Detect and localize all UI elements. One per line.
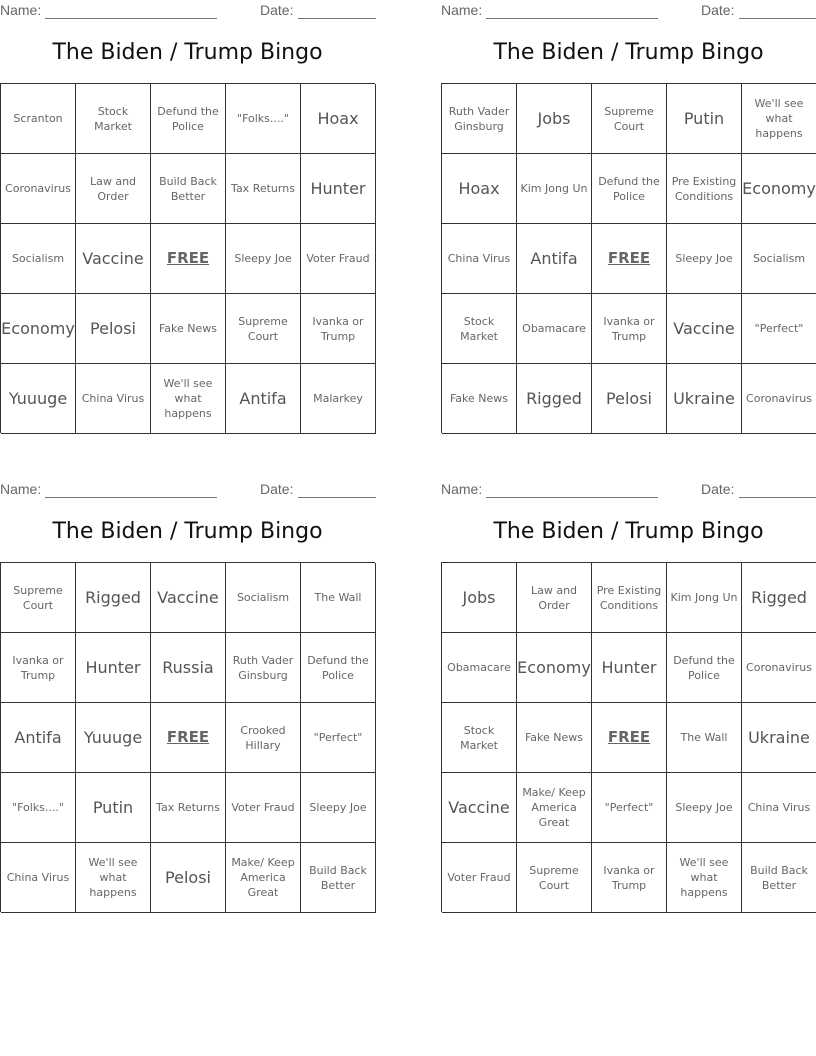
bingo-cell: Ivanka or Trump [1, 633, 76, 703]
bingo-cell: Build Back Better [742, 843, 816, 913]
bingo-cell: Supreme Court [226, 294, 301, 364]
card-title: The Biden / Trump Bingo [52, 519, 323, 544]
bingo-cell: Yuuuge [76, 703, 151, 773]
bingo-cell: Economy [517, 633, 592, 703]
bingo-cell: Obamacare [442, 633, 517, 703]
bingo-cell: Supreme Court [517, 843, 592, 913]
bingo-cell: Make/ Keep America Great [517, 773, 592, 843]
bingo-cell: Hunter [592, 633, 667, 703]
bingo-cell: Economy [1, 294, 76, 364]
bingo-cell: Vaccine [667, 294, 742, 364]
bingo-cell: Build Back Better [301, 843, 376, 913]
bingo-cell: Socialism [742, 224, 816, 294]
date-label: Date: [701, 481, 735, 497]
date-line [298, 18, 376, 19]
bingo-cell: Vaccine [442, 773, 517, 843]
bingo-cell: Tax Returns [151, 773, 226, 843]
card-title: The Biden / Trump Bingo [52, 40, 323, 65]
bingo-cell: "Folks...." [226, 84, 301, 154]
bingo-cell: Coronavirus [1, 154, 76, 224]
bingo-cell: Jobs [517, 84, 592, 154]
bingo-cell: Antifa [517, 224, 592, 294]
bingo-cell: Antifa [226, 364, 301, 434]
bingo-grid [0, 562, 375, 912]
bingo-cell: Make/ Keep America Great [226, 843, 301, 913]
bingo-cell: Ivanka or Trump [301, 294, 376, 364]
bingo-cell: The Wall [301, 563, 376, 633]
bingo-grid [441, 562, 816, 912]
bingo-cell: Socialism [226, 563, 301, 633]
date-label: Date: [701, 2, 735, 18]
name-date-row [441, 481, 816, 499]
bingo-grid [441, 83, 816, 433]
bingo-cell: Pelosi [151, 843, 226, 913]
bingo-cell: Sleepy Joe [667, 224, 742, 294]
bingo-cell: Pre Existing Conditions [592, 563, 667, 633]
date-label: Date: [260, 481, 294, 497]
bingo-cell: "Perfect" [742, 294, 816, 364]
bingo-cell: Stock Market [76, 84, 151, 154]
bingo-grid [0, 83, 375, 433]
bingo-cell: Sleepy Joe [226, 224, 301, 294]
bingo-cell: Stock Market [442, 703, 517, 773]
bingo-cell: Rigged [517, 364, 592, 434]
bingo-cell: Defund the Police [592, 154, 667, 224]
bingo-cell: Supreme Court [592, 84, 667, 154]
bingo-cell: Sleepy Joe [301, 773, 376, 843]
date-label: Date: [260, 2, 294, 18]
bingo-cell: Fake News [442, 364, 517, 434]
name-line [45, 18, 217, 19]
bingo-cell: China Virus [1, 843, 76, 913]
name-label: Name: [0, 2, 42, 18]
bingo-cell: Kim Jong Un [667, 563, 742, 633]
card-title: The Biden / Trump Bingo [493, 519, 764, 544]
bingo-cell: Law and Order [517, 563, 592, 633]
bingo-cell: Yuuuge [1, 364, 76, 434]
bingo-cell: Stock Market [442, 294, 517, 364]
date-line [739, 497, 816, 498]
bingo-cell: Hunter [301, 154, 376, 224]
bingo-cell: The Wall [667, 703, 742, 773]
bingo-cell: Obamacare [517, 294, 592, 364]
bingo-cell: Hunter [76, 633, 151, 703]
bingo-cell: Ivanka or Trump [592, 294, 667, 364]
bingo-cell: China Virus [76, 364, 151, 434]
bingo-cell: We'll see what happens [151, 364, 226, 434]
bingo-cell: Law and Order [76, 154, 151, 224]
bingo-cell: Putin [76, 773, 151, 843]
bingo-cell: We'll see what happens [742, 84, 816, 154]
bingo-cell: Scranton [1, 84, 76, 154]
date-line [739, 18, 816, 19]
bingo-cell: Defund the Police [151, 84, 226, 154]
date-line [298, 497, 376, 498]
name-label: Name: [441, 481, 483, 497]
name-date-row [0, 481, 375, 499]
bingo-cell: Tax Returns [226, 154, 301, 224]
bingo-cell: China Virus [742, 773, 816, 843]
bingo-cell: Ruth Vader Ginsburg [442, 84, 517, 154]
bingo-card [0, 479, 375, 919]
bingo-cell: Ukraine [742, 703, 816, 773]
bingo-cell: Crooked Hillary [226, 703, 301, 773]
name-date-row [0, 2, 375, 20]
bingo-cell: Sleepy Joe [667, 773, 742, 843]
name-line [486, 18, 658, 19]
name-date-row [441, 2, 816, 20]
bingo-cell: Russia [151, 633, 226, 703]
bingo-cell: Voter Fraud [226, 773, 301, 843]
bingo-cell: Coronavirus [742, 633, 816, 703]
free-space-cell: FREE [592, 224, 667, 294]
bingo-cell: Kim Jong Un [517, 154, 592, 224]
card-title: The Biden / Trump Bingo [493, 40, 764, 65]
bingo-cell: China Virus [442, 224, 517, 294]
name-label: Name: [441, 2, 483, 18]
bingo-cell: Pelosi [592, 364, 667, 434]
free-space-cell: FREE [151, 703, 226, 773]
name-line [45, 497, 217, 498]
bingo-cell: Coronavirus [742, 364, 816, 434]
bingo-cell: Fake News [151, 294, 226, 364]
bingo-cell: Pelosi [76, 294, 151, 364]
bingo-cell: Vaccine [151, 563, 226, 633]
free-space-cell: FREE [592, 703, 667, 773]
bingo-cell: Ukraine [667, 364, 742, 434]
name-line [486, 497, 658, 498]
bingo-cell: Supreme Court [1, 563, 76, 633]
bingo-cell: Putin [667, 84, 742, 154]
bingo-cell: Hoax [442, 154, 517, 224]
bingo-cell: Defund the Police [301, 633, 376, 703]
bingo-cell: Hoax [301, 84, 376, 154]
bingo-cell: "Folks...." [1, 773, 76, 843]
bingo-cell: Voter Fraud [301, 224, 376, 294]
free-space-cell: FREE [151, 224, 226, 294]
bingo-cell: Vaccine [76, 224, 151, 294]
bingo-cell: Voter Fraud [442, 843, 517, 913]
bingo-card [441, 479, 816, 919]
bingo-cell: Fake News [517, 703, 592, 773]
bingo-cell: Ivanka or Trump [592, 843, 667, 913]
bingo-cell: Jobs [442, 563, 517, 633]
bingo-cell: Pre Existing Conditions [667, 154, 742, 224]
bingo-cell: Malarkey [301, 364, 376, 434]
bingo-cell: Socialism [1, 224, 76, 294]
bingo-cell: We'll see what happens [667, 843, 742, 913]
bingo-card [441, 0, 816, 440]
bingo-cell: We'll see what happens [76, 843, 151, 913]
bingo-card [0, 0, 375, 440]
bingo-cell: "Perfect" [301, 703, 376, 773]
bingo-cell: Build Back Better [151, 154, 226, 224]
bingo-cell: Antifa [1, 703, 76, 773]
bingo-cell: "Perfect" [592, 773, 667, 843]
name-label: Name: [0, 481, 42, 497]
bingo-cell: Ruth Vader Ginsburg [226, 633, 301, 703]
bingo-cell: Defund the Police [667, 633, 742, 703]
bingo-cell: Economy [742, 154, 816, 224]
bingo-cell: Rigged [742, 563, 816, 633]
bingo-cell: Rigged [76, 563, 151, 633]
